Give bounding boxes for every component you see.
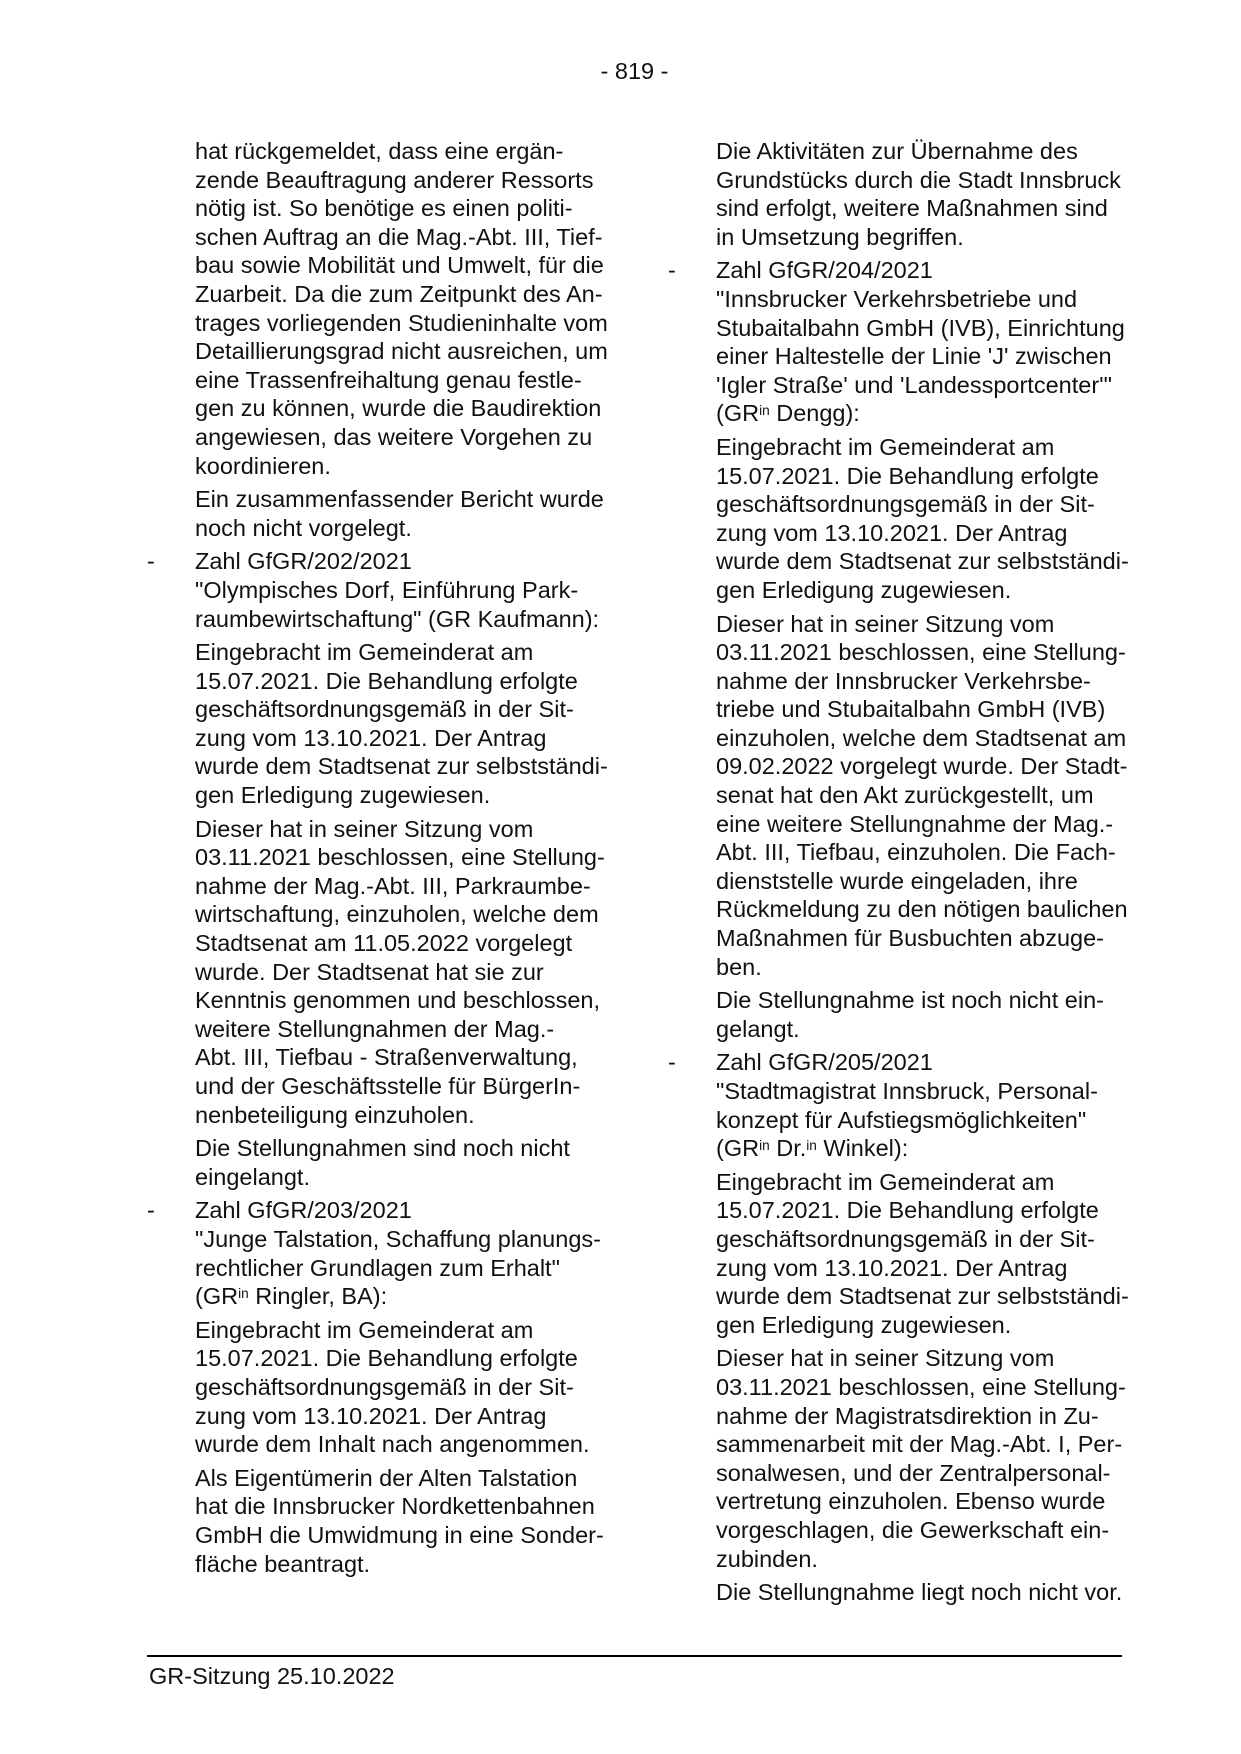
paragraph — [668, 610, 1138, 982]
text-line: 15.07.2021. Die Behandlung erfolgte — [716, 1197, 1099, 1224]
superscript-suffix: in — [759, 403, 770, 419]
text-line: schen Auftrag an die Mag.-Abt. III, Tief- — [195, 223, 603, 250]
text-line: raumbewirtschaftung" (GR Kaufmann): — [195, 605, 600, 632]
text-line: zubinden. — [716, 1545, 818, 1572]
text-line: Die Stellungnahmen sind noch nicht — [195, 1135, 570, 1162]
text-line: hat die Innsbrucker Nordkettenbahnen — [195, 1493, 595, 1520]
text-line: Zahl GfGR/203/2021 — [195, 1197, 412, 1224]
text-line: Maßnahmen für Busbuchten abzuge- — [716, 925, 1104, 952]
text-line: gen zu können, wurde die Baudirektion — [195, 395, 602, 422]
text-line: zende Beauftragung anderer Ressorts — [195, 166, 594, 193]
text-line: ben. — [716, 953, 762, 980]
text-line: "Innsbrucker Verkehrsbetriebe und — [716, 285, 1078, 312]
text-line: geschäftsordnungsgemäß in der Sit- — [195, 1373, 574, 1400]
text-line: Eingebracht im Gemeinderat am — [195, 1316, 534, 1343]
text-line: Die Stellungnahme ist noch nicht ein- — [716, 987, 1104, 1014]
text-line: trages vorliegenden Studieninhalte vom — [195, 309, 608, 336]
text-line: bau sowie Mobilität und Umwelt, für die — [195, 252, 604, 279]
text-line: nahme der Magistratsdirektion in Zu- — [716, 1402, 1099, 1429]
paragraph — [147, 1464, 617, 1578]
superscript-suffix: in — [759, 1138, 770, 1154]
column-right — [668, 137, 1138, 1612]
text-line: Zahl GfGR/204/2021 — [716, 257, 933, 284]
bullet-dash: - — [668, 257, 676, 284]
superscript-suffix: in — [238, 1286, 249, 1302]
paragraph — [668, 1578, 1138, 1607]
paragraph — [147, 485, 617, 542]
text-line: ($GR^{in}$ Ringler, BA): — [195, 1283, 388, 1310]
text-line: Eingebracht im Gemeinderat am — [716, 1168, 1055, 1195]
text-line: geschäftsordnungsgemäß in der Sit- — [716, 1225, 1095, 1252]
text-line: Zahl GfGR/205/2021 — [716, 1049, 933, 1076]
text-line: ($GR^{in}$ Dengg): — [716, 400, 860, 427]
text-line: Ein zusammenfassender Bericht wurde — [195, 486, 604, 513]
text-line: Die Aktivitäten zur Übernahme des — [716, 138, 1078, 164]
text-line: 09.02.2022 vorgelegt wurde. Der Stadt- — [716, 753, 1128, 780]
text-line: 03.11.2021 beschlossen, eine Stellung- — [716, 1373, 1126, 1400]
text-line: nötig ist. So benötige es einen politi- — [195, 195, 573, 222]
text-line: GmbH die Umwidmung in eine Sonder- — [195, 1521, 604, 1548]
text-line: fläche beantragt. — [195, 1550, 371, 1577]
paragraph — [668, 986, 1138, 1043]
text-line: Eingebracht im Gemeinderat am — [195, 639, 534, 666]
text-line: Die Stellungnahme liegt noch nicht vor. — [716, 1579, 1123, 1606]
text-line: einzuholen, welche dem Stadtsenat am — [716, 724, 1127, 751]
text-line: hat rückgemeldet, dass eine ergän- — [195, 138, 564, 164]
paragraph — [668, 137, 1138, 251]
text-line: nahme der Innsbrucker Verkehrsbe- — [716, 667, 1091, 694]
text-line: vorgeschlagen, die Gewerkschaft ein- — [716, 1516, 1110, 1543]
text-line: Detaillierungsgrad nicht ausreichen, um — [195, 338, 608, 365]
paragraph — [147, 137, 617, 480]
text-line: wurde dem Stadtsenat zur selbstständi- — [195, 753, 608, 780]
text-line: weitere Stellungnahmen der Mag.- — [195, 1015, 555, 1042]
text-line: 15.07.2021. Die Behandlung erfolgte — [195, 667, 578, 694]
paragraph — [668, 1344, 1138, 1573]
text-line: gen Erledigung zugewiesen. — [195, 782, 491, 809]
text-line: geschäftsordnungsgemäß in der Sit- — [195, 696, 574, 723]
agenda-item — [668, 1048, 1138, 1162]
text-line: ($GR^{in}$ Dr.$^{in}$ Winkel): — [716, 1135, 909, 1162]
text-line: wirtschaftung, einzuholen, welche dem — [195, 901, 599, 928]
text-line: wurde. Der Stadtsenat hat sie zur — [195, 958, 544, 985]
text-line: gen Erledigung zugewiesen. — [716, 576, 1012, 603]
text-line: Stubaitalbahn GmbH (IVB), Einrichtung — [716, 314, 1125, 341]
text-line: eine Trassenfreihaltung genau festle- — [195, 366, 582, 393]
text-line: 03.11.2021 beschlossen, eine Stellung- — [716, 639, 1126, 666]
text-line: wurde dem Stadtsenat zur selbstständi- — [716, 548, 1129, 575]
text-line: Als Eigentümerin der Alten Talstation — [195, 1464, 578, 1491]
text-line: "Junge Talstation, Schaffung planungs- — [195, 1225, 601, 1252]
text-line: in Umsetzung begriffen. — [716, 223, 964, 250]
page-number: - 819 - — [600, 58, 669, 84]
paragraph — [147, 815, 617, 1130]
text-line: 03.11.2021 beschlossen, eine Stellung- — [195, 844, 605, 871]
text-line: senat hat den Akt zurückgestellt, um — [716, 782, 1094, 809]
text-line: sind erfolgt, weitere Maßnahmen sind — [716, 195, 1108, 222]
footer-divider — [147, 1655, 1122, 1657]
text-line: Grundstücks durch die Stadt Innsbruck — [716, 166, 1121, 193]
paragraph — [147, 638, 617, 810]
text-line: 15.07.2021. Die Behandlung erfolgte — [716, 462, 1099, 489]
text-line: Dieser hat in seiner Sitzung vom — [195, 815, 534, 842]
text-line: Dieser hat in seiner Sitzung vom — [716, 1345, 1055, 1372]
text-line: noch nicht vorgelegt. — [195, 514, 412, 541]
text-line: wurde dem Stadtsenat zur selbstständi- — [716, 1283, 1129, 1310]
text-line: wurde dem Inhalt nach angenommen. — [195, 1431, 590, 1458]
text-line: Zuarbeit. Da die zum Zeitpunkt des An- — [195, 280, 603, 307]
text-line: eine weitere Stellungnahme der Mag.- — [716, 810, 1114, 837]
text-line: geschäftsordnungsgemäß in der Sit- — [716, 491, 1095, 518]
agenda-item — [147, 1196, 617, 1310]
text-line: Eingebracht im Gemeinderat am — [716, 433, 1055, 460]
text-line: Kenntnis genommen und beschlossen, — [195, 987, 600, 1014]
text-line: Dieser hat in seiner Sitzung vom — [716, 610, 1055, 637]
text-line: rechtlicher Grundlagen zum Erhalt" — [195, 1254, 560, 1281]
text-line: zung vom 13.10.2021. Der Antrag — [195, 724, 547, 751]
text-line: zung vom 13.10.2021. Der Antrag — [195, 1402, 547, 1429]
bullet-dash: - — [668, 1049, 676, 1076]
bullet-dash: - — [147, 548, 155, 575]
text-line: triebe und Stubaitalbahn GmbH (IVB) — [716, 696, 1106, 723]
text-line: nenbeteiligung einzuholen. — [195, 1101, 475, 1128]
text-line: nahme der Mag.-Abt. III, Parkraumbe- — [195, 872, 591, 899]
text-line: 'Igler Straße' und 'Landessportcenter'" — [716, 371, 1112, 398]
agenda-item — [147, 547, 617, 633]
text-line: zung vom 13.10.2021. Der Antrag — [716, 1254, 1068, 1281]
text-line: "Olympisches Dorf, Einführung Park- — [195, 576, 579, 603]
text-line: gelangt. — [716, 1015, 800, 1042]
text-line: Abt. III, Tiefbau, einzuholen. Die Fach- — [716, 839, 1116, 866]
text-line: Zahl GfGR/202/2021 — [195, 548, 412, 575]
bullet-dash: - — [147, 1197, 155, 1224]
paragraph — [668, 433, 1138, 605]
text-line: "Stadtmagistrat Innsbruck, Personal- — [716, 1078, 1098, 1104]
text-line: Abt. III, Tiefbau - Straßenverwaltung, — [195, 1044, 578, 1071]
text-line: sonalwesen, und der Zentralpersonal- — [716, 1459, 1111, 1486]
text-line: einer Haltestelle der Linie 'J' zwischen — [716, 343, 1112, 370]
text-line: Stadtsenat am 11.05.2022 vorgelegt — [195, 930, 573, 957]
text-line: gen Erledigung zugewiesen. — [716, 1311, 1012, 1338]
text-line: zung vom 13.10.2021. Der Antrag — [716, 519, 1068, 546]
paragraph — [147, 1134, 617, 1191]
superscript-suffix: in — [806, 1138, 817, 1154]
text-line: vertretung einzuholen. Ebenso wurde — [716, 1488, 1106, 1515]
paragraph — [147, 1316, 617, 1459]
text-line: angewiesen, das weitere Vorgehen zu — [195, 423, 593, 450]
text-line: 15.07.2021. Die Behandlung erfolgte — [195, 1345, 578, 1372]
text-line: sammenarbeit mit der Mag.-Abt. I, Per- — [716, 1431, 1123, 1458]
text-line: koordinieren. — [195, 452, 331, 479]
text-line: dienststelle wurde eingeladen, ihre — [716, 867, 1078, 894]
text-line: und der Geschäftsstelle für BürgerIn- — [195, 1073, 581, 1099]
agenda-item — [668, 256, 1138, 428]
column-left — [147, 137, 617, 1583]
footer-session-label: GR-Sitzung 25.10.2022 — [149, 1663, 395, 1689]
text-line: konzept für Aufstiegsmöglichkeiten" — [716, 1106, 1087, 1133]
paragraph — [668, 1168, 1138, 1340]
text-line: eingelangt. — [195, 1163, 310, 1190]
text-line: Rückmeldung zu den nötigen baulichen — [716, 896, 1128, 923]
